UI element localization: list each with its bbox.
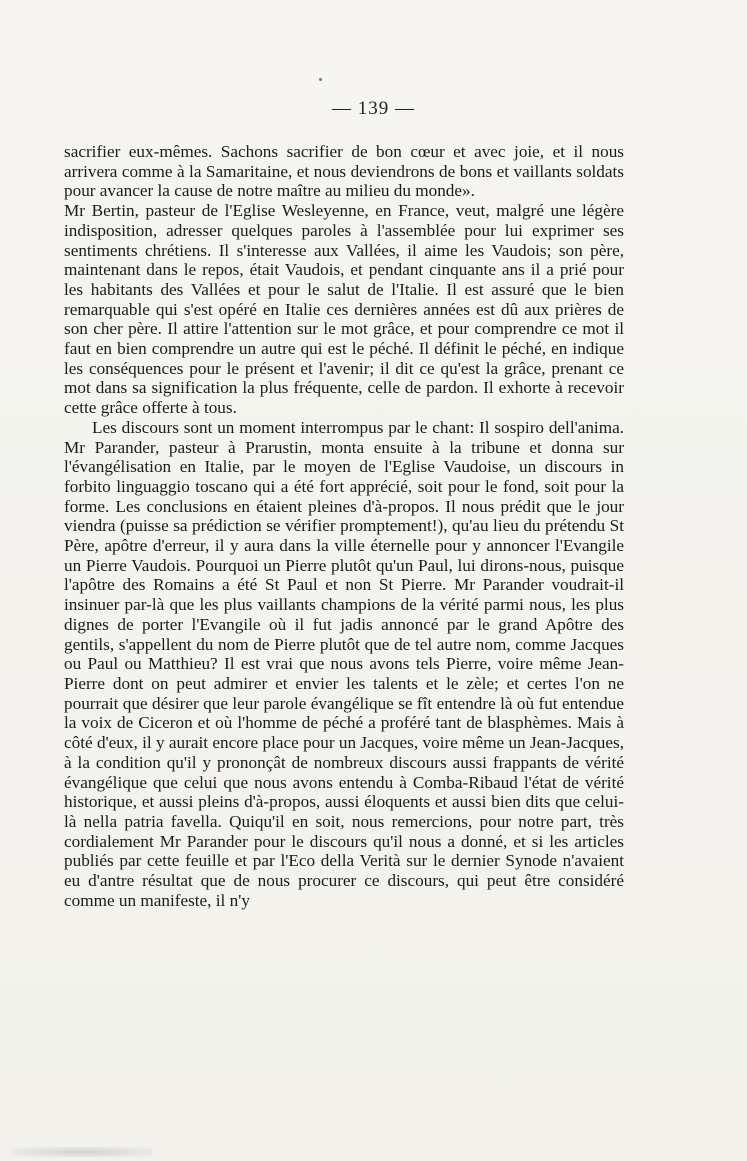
paragraph-1: sacrifier eux-mêmes. Sachons sacrifier de bon cœur et avec joie, et il nous arrivera comme à la Samaritaine, et nous deviendrons de bons et vaillants soldats pour avancer la cause de notre maître au milieu du monde». xyxy=(64,142,624,201)
page-number: — 139 — xyxy=(332,98,415,119)
paragraph-2: Mr Bertin, pasteur de l'Eglise Wesleyenne, en France, veut, malgré une légère indisposition, adresser quelques paroles à l'assemblée pour lui exprimer ses sentiments chrétiens. Il s'interesse aux Vallées, il aime les Vaudois; son père, maintenant dans le repos, était Vaudois, et pendant cinquante ans il a prié pour les habitants des Vallées et pour le salut de l'Italie. Il est assuré que le bien remarquable qui s'est opéré en Italie ces dernières années est dû aux prières de son cher père. Il attire l'attention sur le mot grâce, et pour comprendre ce mot il faut en bien comprendre un autre qui est le péché. Il définit le péché, en indique les conséquences pour le présent et l'avenir; il dit ce qu'est la grâce, prenant ce mot dans sa signification la plus fréquente, celle de pardon. Il exhorte à recevoir cette grâce offerte à tous. xyxy=(64,201,624,418)
paragraph-3: Les discours sont un moment interrompus par le chant: Il sospiro dell'anima. Mr Parander, pasteur à Prarustin, monta ensuite à la tribune et donna sur l'évangélisation en Italie, par le moyen de l'Eglise Vaudoise, un discours in forbito linguaggio toscano qui a été fort apprécié, soit pour le fond, soit pour la forme. Les conclusions en étaient pleines d'à-propos. Il nous prédit que le jour viendra (puisse sa prédiction se vérifier promptement!), qu'au lieu du prétendu St Père, apôtre d'erreur, il y aura dans la ville éternelle pour y annoncer l'Evangile un Pierre Vaudois. Pourquoi un Pierre plutôt qu'un Paul, lui dirons-nous, puisque l'apôtre des Romains a été St Paul et non St Pierre. Mr Parander voudrait-il insinuer par-là que les plus vaillants champions de la vérité parmi nous, les plus dignes de porter l'Evangile où il fut jadis annoncé par le grand Apôtre des gentils, s'appellent du nom de Pierre plutôt que de tel autre nom, comme Jacques ou Paul ou Matthieu? Il est vrai que nous avons tels Pierre, voire même Jean-Pierre dont on peut admirer et envier les talents et le zèle; et certes l'on ne pourrait que désirer que leur parole évangélique se fît entendre là où fut entendue la voix de Ciceron et où l'homme de péché a proféré tant de blasphèmes. Mais à côté d'eux, il y aurait encore place pour un Jacques, voire même un Jean-Jacques, à la condition qu'il y prononçât de nombreux discours aussi frappants de vérité évangélique que celui que nous avons entendu à Comba-Ribaud l'état de vérité historique, et aussi pleins d'à-propos, aussi éloquents et aussi bien dits que celui-là nella patria favella. Quiqu'il en soit, nous remercions, pour notre part, très cordialement Mr Parander pour le discours qu'il nous a donné, et si les articles publiés par cette feuille et par l'Eco della Verità sur le dernier Synode n'avaient eu d'antre résultat que de nous procurer ce discours, qui peut être considéré comme un manifeste, il n'y xyxy=(64,417,624,910)
body-text xyxy=(64,142,624,910)
ink-dot xyxy=(319,78,322,81)
scan-smudge xyxy=(12,1147,152,1157)
